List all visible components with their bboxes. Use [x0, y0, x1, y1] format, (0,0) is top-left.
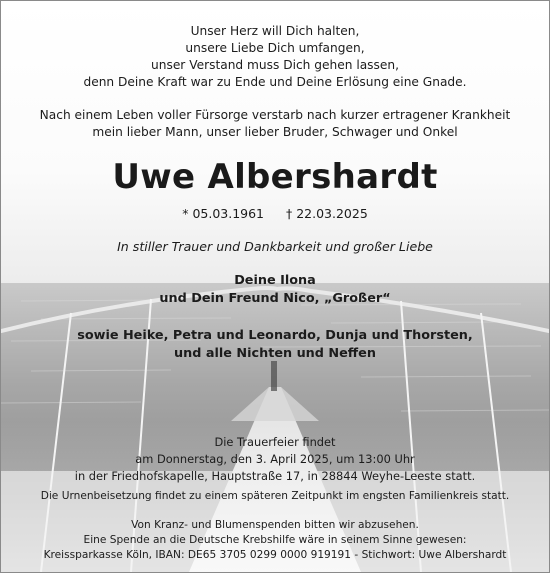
mourner-line: sowie Heike, Petra und Leonardo, Dunja und Thorsten,	[77, 328, 473, 343]
poem-line: denn Deine Kraft war zu Ende und Deine Erlösung eine Gnade.	[83, 75, 467, 89]
deceased-name: Uwe Albershardt	[112, 157, 438, 197]
death-date: † 22.03.2025	[285, 206, 368, 221]
donation-line: Von Kranz- und Blumenspenden bitten wir abzusehen.	[131, 519, 419, 531]
mourner-line: und Dein Freund Nico, „Großer“	[159, 291, 391, 306]
notice-text	[1, 1, 549, 572]
life-dates	[1, 206, 549, 221]
donation-line: Kreissparkasse Köln, IBAN: DE65 3705 0299 0000 919191 - Stichwort: Uwe Albershardt	[43, 549, 507, 561]
poem-line: unsere Liebe Dich umfangen,	[185, 41, 365, 55]
intro-line: mein lieber Mann, unser lieber Bruder, Schwager und Onkel	[92, 125, 458, 139]
mourner-line: und alle Nichten und Neffen	[174, 346, 376, 361]
birth-date: * 05.03.1961	[182, 206, 265, 221]
urn-note: Die Urnenbeisetzung findet zu einem späteren Zeitpunkt im engsten Familienkreis statt.	[40, 490, 510, 502]
poem-line: Unser Herz will Dich halten,	[190, 24, 360, 38]
intro-line: Nach einem Leben voller Fürsorge verstarb nach kurzer ertragener Krankheit	[39, 108, 511, 122]
ceremony-line: in der Friedhofskapelle, Hauptstraße 17, in 28844 Weyhe-Leeste statt.	[74, 469, 476, 483]
ceremony-line: am Donnerstag, den 3. April 2025, um 13:00 Uhr	[135, 452, 415, 466]
donation-line: Eine Spende an die Deutsche Krebshilfe wäre in seinem Sinne gewesen:	[83, 534, 467, 546]
ceremony-line: Die Trauerfeier findet	[214, 435, 336, 449]
mourner-line: Deine Ilona	[234, 273, 316, 288]
poem-line: unser Verstand muss Dich gehen lassen,	[151, 58, 399, 72]
mourning-phrase: In stiller Trauer und Dankbarkeit und großer Liebe	[117, 239, 433, 254]
